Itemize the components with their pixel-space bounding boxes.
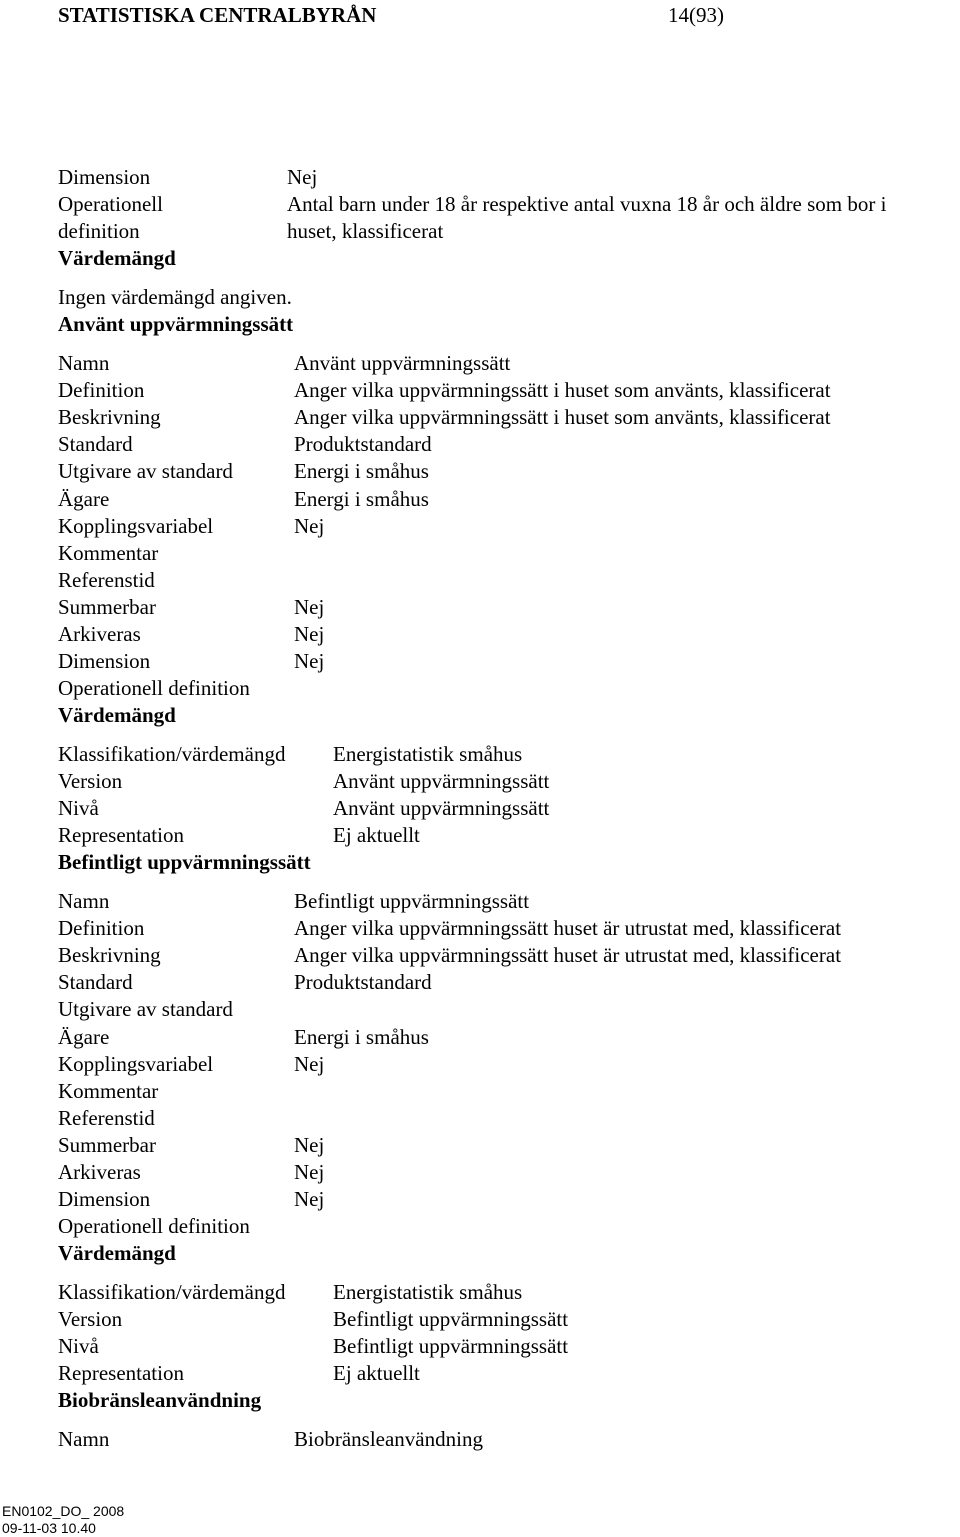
field-label: Arkiveras [58, 622, 141, 646]
field-label: Version [58, 1307, 123, 1331]
field-value: Produktstandard [294, 432, 432, 457]
field-value: Produktstandard [294, 970, 432, 995]
field-value: Befintligt uppvärmningssätt [333, 1307, 569, 1331]
field-value: Befintligt uppvärmningssätt [333, 1334, 569, 1358]
field-value: Ej aktuellt [333, 823, 420, 847]
field-label: Dimension [58, 165, 151, 189]
field-value: Energi i småhus [294, 486, 429, 511]
field-label: Ägare [58, 1024, 110, 1049]
field-value: Antal barn under 18 år respektive antal vuxna 18 år och äldre som bor i [287, 192, 887, 216]
field-label: Beskrivning [58, 943, 161, 968]
field-label: Definition [58, 916, 145, 941]
footer-timestamp: 09-11-03 10.40 [2, 1520, 96, 1536]
field-value: Nej [294, 1187, 325, 1212]
field-label: Namn [58, 1427, 110, 1451]
field-label: Kopplingsvariabel [58, 1051, 214, 1076]
field-label: Standard [58, 970, 133, 995]
field-label: Version [58, 769, 123, 793]
field-value: Nej [294, 594, 325, 619]
field-value: Nej [294, 513, 325, 538]
field-label: Standard [58, 432, 133, 457]
section-subheading: Värdemängd [58, 1241, 176, 1265]
field-label: definition [58, 219, 140, 243]
field-label: Referenstid [58, 567, 155, 592]
field-label: Klassifikation/värdemängd [58, 742, 286, 766]
field-label: Dimension [58, 649, 151, 674]
footer-doc-id: EN0102_DO_ 2008 [2, 1503, 125, 1519]
field-value: Energi i småhus [294, 1024, 429, 1049]
field-label: Operationell definition [58, 676, 250, 701]
field-label: Klassifikation/värdemängd [58, 1280, 286, 1304]
field-value: Använt uppvärmningssätt [333, 769, 550, 793]
field-value: Nej [294, 622, 325, 646]
field-label: Utgivare av standard [58, 459, 233, 484]
field-value: Befintligt uppvärmningssätt [294, 889, 530, 913]
field-label: Representation [58, 1361, 184, 1385]
section-heading-text: Befintligt uppvärmningssätt [58, 850, 311, 874]
field-value: Nej [294, 1132, 325, 1157]
document-header-title: STATISTISKA CENTRALBYRÅN [58, 3, 377, 27]
field-label: Kommentar [58, 540, 159, 565]
field-value: Energistatistik småhus [333, 1280, 523, 1304]
field-value: huset, klassificerat [287, 219, 444, 243]
field-value: Nej [287, 165, 318, 189]
field-label: Operationell definition [58, 1214, 250, 1239]
section-subheading: Värdemängd [58, 246, 176, 270]
section-heading-text: Använt uppvärmningssätt [58, 312, 294, 336]
field-value: Anger vilka uppvärmningssätt i huset som använts, klassificerat [294, 378, 831, 403]
field-label: Namn [58, 351, 110, 375]
field-value: Ej aktuellt [333, 1361, 420, 1385]
field-value: Anger vilka uppvärmningssätt huset är utrustat med, klassificerat [294, 916, 842, 941]
field-label: Ägare [58, 486, 110, 511]
field-label: Representation [58, 823, 184, 847]
page-number: 14(93) [668, 3, 724, 27]
field-label: Summerbar [58, 594, 156, 619]
field-value: Anger vilka uppvärmningssätt huset är utrustat med, klassificerat [294, 943, 842, 968]
field-label: Nivå [58, 796, 99, 820]
field-label: Summerbar [58, 1132, 156, 1157]
note-text: Ingen värdemängd angiven. [58, 285, 292, 309]
section-subheading: Värdemängd [58, 703, 176, 727]
field-value: Anger vilka uppvärmningssätt i huset som använts, klassificerat [294, 405, 831, 430]
field-value: Biobränsleanvändning [294, 1427, 483, 1451]
field-value: Använt uppvärmningssätt [333, 796, 550, 820]
field-label: Operationell [58, 192, 163, 216]
field-value: Nej [294, 1160, 325, 1184]
field-label: Nivå [58, 1334, 99, 1358]
field-value: Nej [294, 649, 325, 674]
field-value: Energistatistik småhus [333, 742, 523, 766]
field-value: Energi i småhus [294, 459, 429, 484]
field-label: Namn [58, 889, 110, 913]
field-value: Nej [294, 1051, 325, 1076]
field-label: Kopplingsvariabel [58, 513, 214, 538]
field-value: Använt uppvärmningssätt [294, 351, 511, 375]
field-label: Definition [58, 378, 145, 403]
section-heading-text: Biobränsleanvändning [58, 1388, 262, 1412]
field-label: Beskrivning [58, 405, 161, 430]
field-label: Arkiveras [58, 1160, 141, 1184]
field-label: Utgivare av standard [58, 997, 233, 1022]
field-label: Dimension [58, 1187, 151, 1212]
field-label: Kommentar [58, 1078, 159, 1103]
field-label: Referenstid [58, 1105, 155, 1130]
